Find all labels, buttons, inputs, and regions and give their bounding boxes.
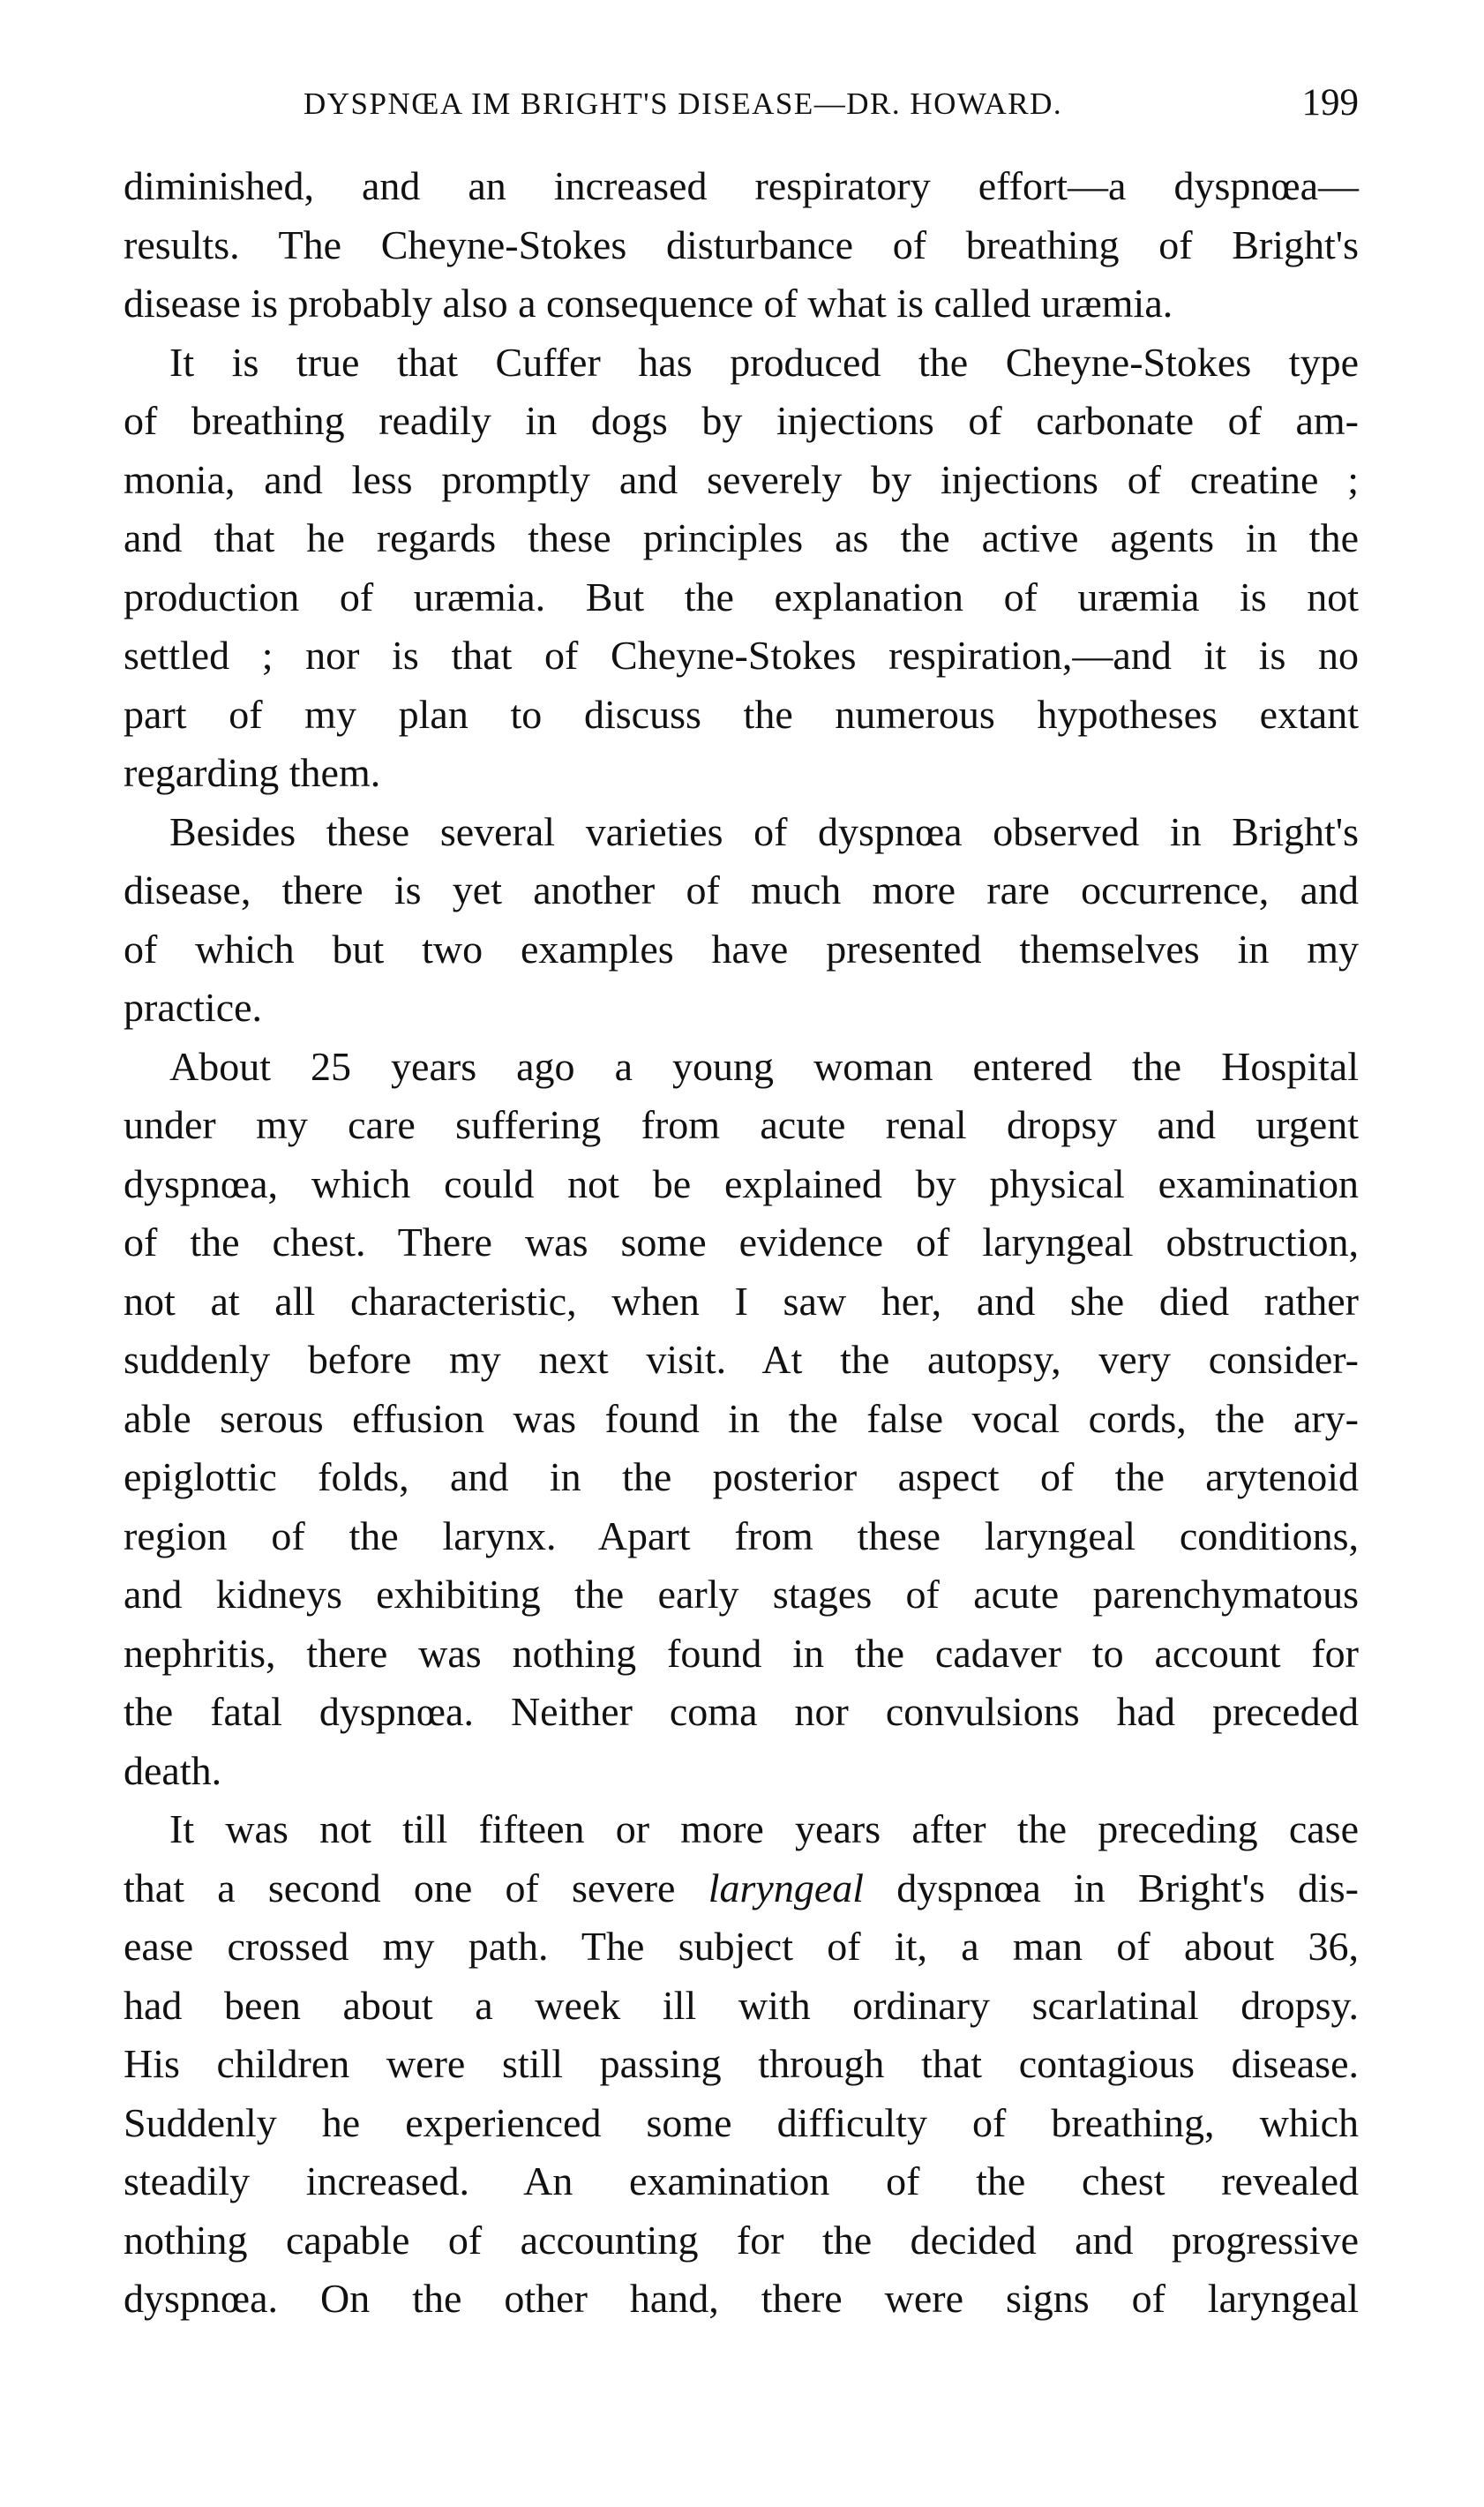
text-line: dyspnœa. On the other hand, there were signs of laryngeal xyxy=(124,2276,1359,2321)
text-line: dyspnœa, which could not be explained by physical examination xyxy=(124,1160,1359,1206)
text-line: epiglottic folds, and in the posterior aspect of the arytenoid xyxy=(124,1454,1359,1499)
text-line: of which but two examples have presented themselves in my xyxy=(124,926,1359,972)
text-line: part of my plan to discuss the numerous hypotheses extant xyxy=(124,691,1359,737)
text-line: production of uræmia. But the explanation of uræmia is not xyxy=(124,574,1359,619)
text-line: Suddenly he experienced some difficulty of breathing, which xyxy=(124,2099,1359,2145)
text-line: Besides these several varieties of dyspnœa observed in Bright's xyxy=(169,808,1359,854)
text-segment: dyspnœa in Bright's dis- xyxy=(864,1865,1359,1910)
text-line: under my care suffering from acute renal dropsy and urgent xyxy=(124,1102,1359,1147)
text-line: suddenly before my next visit. At the autopsy, very consider- xyxy=(124,1337,1359,1382)
text-line: regarding them. xyxy=(124,750,381,795)
text-line: results. The Cheyne-Stokes disturbance of breathing of Bright's xyxy=(124,221,1359,267)
running-head xyxy=(124,81,1359,134)
text-segment: that a second one of severe xyxy=(124,1865,708,1910)
text-line: ease crossed my path. The subject of it, a man of about 36, xyxy=(124,1924,1359,1969)
text-line: disease is probably also a consequence of what is called uræmia. xyxy=(124,281,1173,326)
text-line: and that he regards these principles as the active agents in the xyxy=(124,515,1359,560)
page-number: 199 xyxy=(1301,82,1359,124)
text-line: of breathing readily in dogs by injections of carbonate of am- xyxy=(124,398,1359,443)
text-line: It is true that Cuffer has produced the Cheyne-Stokes type xyxy=(169,339,1359,385)
text-line: able serous effusion was found in the false vocal cords, the ary- xyxy=(124,1395,1359,1441)
text-line: disease, there is yet another of much more rare occurrence, and xyxy=(124,867,1359,912)
text-line: and kidneys exhibiting the early stages of acute parenchymatous xyxy=(124,1572,1359,1617)
text-line: diminished, and an increased respiratory effort—a dyspnœa— xyxy=(124,163,1359,208)
text-line: had been about a week ill with ordinary scarlatinal dropsy. xyxy=(124,1982,1359,2028)
text-line: nephritis, there was nothing found in the cadaver to account for xyxy=(124,1630,1359,1676)
text-line xyxy=(124,1859,1359,1918)
text-line: monia, and less promptly and severely by injections of creatine ; xyxy=(124,456,1359,502)
text-line: steadily increased. An examination of the chest revealed xyxy=(124,2158,1359,2203)
text-line: of the chest. There was some evidence of laryngeal obstruction, xyxy=(124,1220,1359,1265)
text-line: practice. xyxy=(124,985,263,1030)
text-line: nothing capable of accounting for the decided and progressive xyxy=(124,2217,1359,2263)
text-line: It was not till fifteen or more years after the preceding case xyxy=(169,1806,1359,1851)
body-text xyxy=(124,157,1359,2329)
text-line: not at all characteristic, when I saw her, and she died rather xyxy=(124,1278,1359,1324)
text-line: region of the larynx. Apart from these laryngeal conditions, xyxy=(124,1512,1359,1558)
text-line: death. xyxy=(124,1747,222,1793)
running-head-title: DYSPNŒA IM BRIGHT'S DISEASE—DR. HOWARD. xyxy=(304,86,1063,121)
text-line: About 25 years ago a young woman entered the Hospital xyxy=(169,1043,1359,1089)
italic-text: laryngeal xyxy=(708,1865,865,1910)
text-line: settled ; nor is that of Cheyne-Stokes respiration,—and it is no xyxy=(124,633,1359,678)
text-line: the fatal dyspnœa. Neither coma nor convulsions had preceded xyxy=(124,1689,1359,1734)
text-line: His children were still passing through that contagious disease. xyxy=(124,2041,1359,2086)
